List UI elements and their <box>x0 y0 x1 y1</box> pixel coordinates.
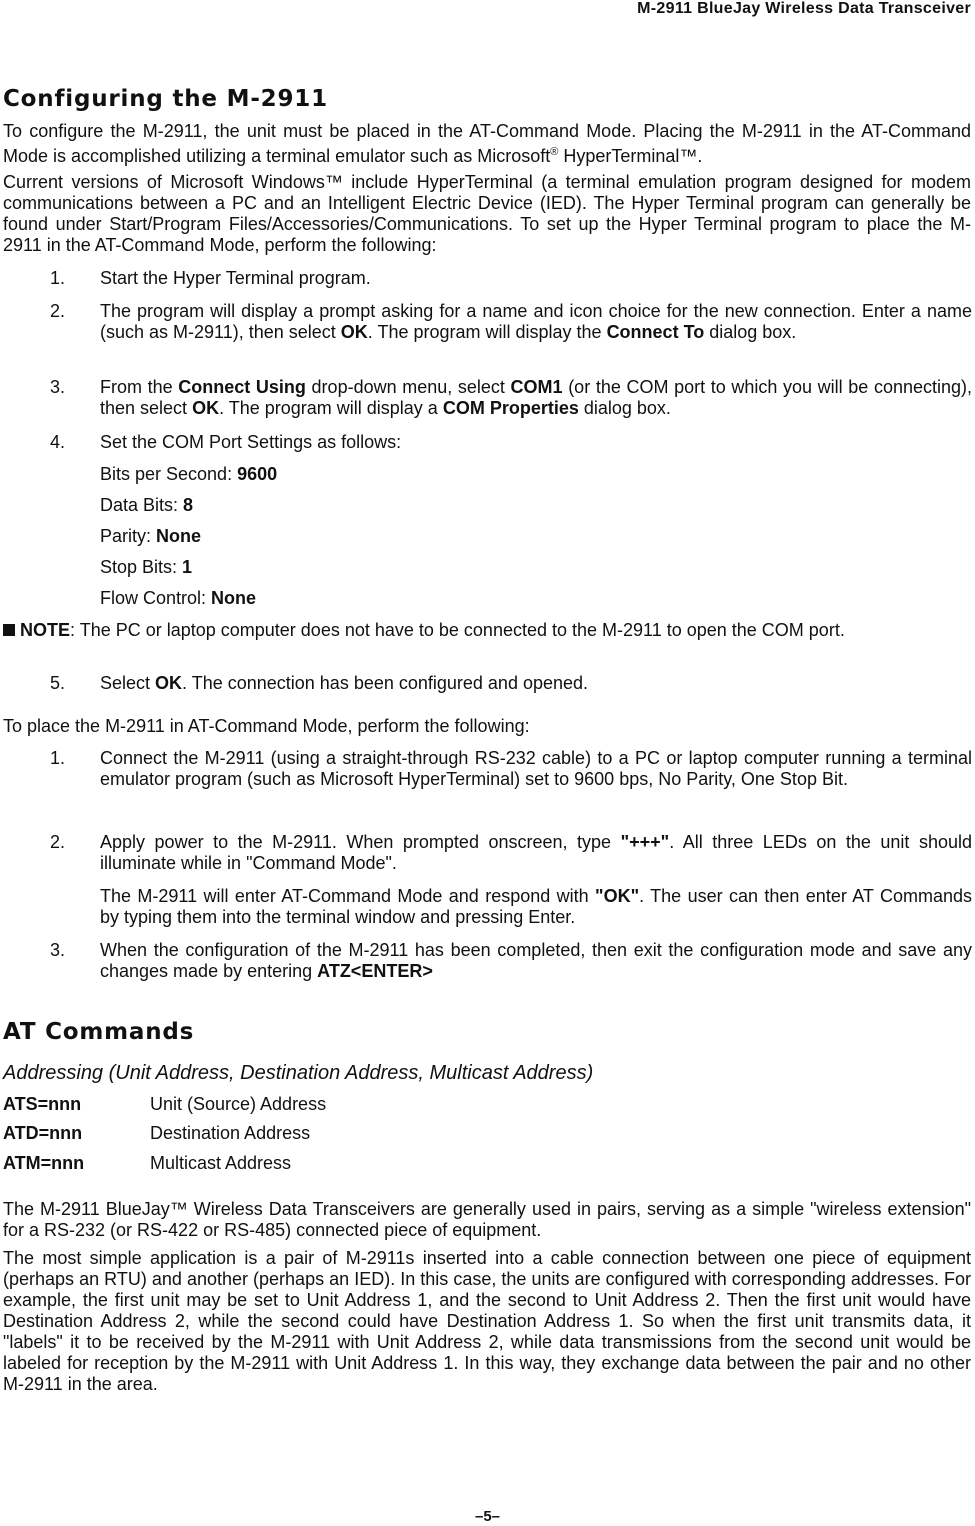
step-text: Set the COM Port Settings as follows: <box>100 432 402 452</box>
step-text: From the Connect Using drop-down menu, select COM1 (or the COM port to which you will be connecting), then select OK. The program will display a COM Properties dialog box. <box>100 377 973 418</box>
command-description: Multicast Address <box>150 1153 292 1173</box>
step-text: Start the Hyper Terminal program. <box>100 268 371 288</box>
step-number: 2. <box>50 832 66 852</box>
step-number: 1. <box>50 268 66 288</box>
page-number: –5– <box>474 1508 501 1525</box>
command-description: Unit (Source) Address <box>150 1094 327 1114</box>
step-number: 5. <box>50 673 66 693</box>
setting-line: Data Bits: 8 <box>100 495 194 515</box>
command-description: Destination Address <box>150 1123 311 1143</box>
setting-line: Stop Bits: 1 <box>100 557 193 577</box>
pairs-paragraph: The M-2911 BlueJay™ Wireless Data Transceivers are generally used in pairs, serving as a simple "wireless extension" for a RS-232 (or RS-422 or RS-485) connected piece of equipment. <box>3 1199 971 1240</box>
step-text: Select OK. The connection has been configured and opened. <box>100 673 589 693</box>
setting-line: Bits per Second: 9600 <box>100 464 278 484</box>
step-number: 3. <box>50 940 66 960</box>
step-text: Connect the M-2911 (using a straight-through RS-232 cable) to a PC or laptop computer running a terminal emulator program (such as Microsoft HyperTerminal) set to 9600 bps, No Parity, One Stop Bit. <box>100 748 972 789</box>
intro-paragraph: To configure the M-2911, the unit must be placed in the AT-Command Mode. Placing the M-2911 in the AT-Command Mode is accomplished utilizing a terminal emulator such as Microsoft® HyperTerminal™. <box>3 121 971 166</box>
application-paragraph: The most simple application is a pair of M-2911s inserted into a cable connection between one piece of equipment (perhaps an RTU) and another (perhaps an IED). In this case, the units are configured with corresponding addresses. For example, the first unit may be set to Unit Address 1, and the second to Unit Address 2. Then the first unit would have Destination Address 2, while the second could have Destination Address 1. So when the first unit transmits data, it "labels" it to be received by the M-2911 with Unit Address 2, while data transmissions from the second unit would be labeled for reception by the M-2911 with Unit Address 1. In this way, they exchange data between the pair and no other M-2911 in the area. <box>3 1248 971 1394</box>
step-number: 2. <box>50 301 66 321</box>
addressing-subtitle: Addressing (Unit Address, Destination Address, Multicast Address) <box>3 1062 594 1084</box>
step-text: Apply power to the M-2911. When prompted onscreen, type "+++". All three LEDs on the unit should illuminate while in "Command Mode". <box>100 832 972 873</box>
step-text: The M-2911 will enter AT-Command Mode and respond with "OK". The user can then enter AT Commands by typing them into the terminal window and pressing Enter. <box>100 886 972 927</box>
step-text: When the configuration of the M-2911 has been completed, then exit the configuration mode and save any changes made by entering ATZ<ENTER> <box>100 940 972 981</box>
step-number: 1. <box>50 748 66 768</box>
hyperterminal-paragraph: Current versions of Microsoft Windows™ include HyperTerminal (a terminal emulation program designed for modem communications between a PC and an Intelligent Electric Device (IED). The Hyper Terminal program can generally be found under Start/Program Files/Accessories/Communications. To set up the Hyper Terminal program to place the M-2911 in the AT-Command Mode, perform the following: <box>3 172 971 255</box>
step-text: The program will display a prompt asking for a name and icon choice for the new connection. Enter a name (such as M-2911), then select OK. The program will display the Connect To dialog box. <box>100 301 972 342</box>
section-title-configuring: Configuring the M-2911 <box>3 86 328 112</box>
setting-line: Parity: None <box>100 526 202 546</box>
command-name: ATS=nnn <box>3 1094 82 1114</box>
command-name: ATD=nnn <box>3 1123 83 1143</box>
command-mode-intro: To place the M-2911 in AT-Command Mode, perform the following: <box>3 716 530 736</box>
page-header: M-2911 BlueJay Wireless Data Transceiver <box>637 0 971 17</box>
note-square-icon <box>3 624 15 636</box>
step-number: 4. <box>50 432 66 452</box>
command-name: ATM=nnn <box>3 1153 85 1173</box>
section-title-at-commands: AT Commands <box>3 1019 195 1045</box>
setting-line: Flow Control: None <box>100 588 257 608</box>
step-number: 3. <box>50 377 66 397</box>
note: NOTE: The PC or laptop computer does not have to be connected to the M-2911 to open the COM port. <box>3 620 971 641</box>
